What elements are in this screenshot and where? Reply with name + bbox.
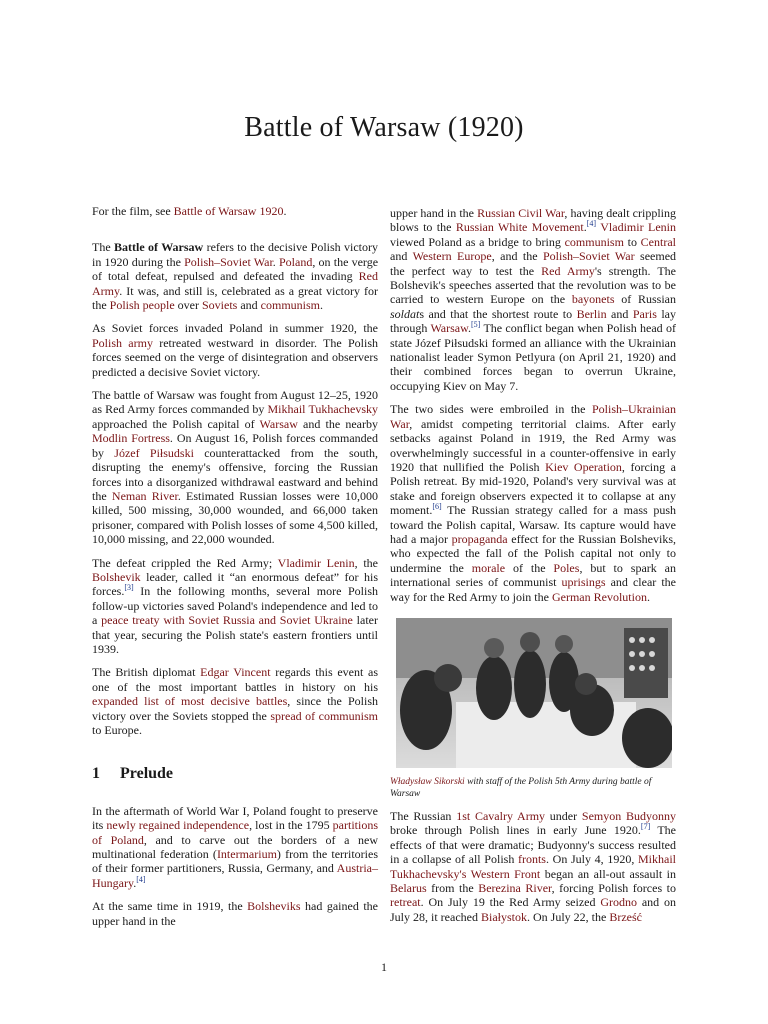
paragraph-battle xyxy=(92,388,378,546)
link-mikhail-tukhachevsky[interactable]: Mikhail Tukhachevsky xyxy=(267,402,379,417)
text: of the xyxy=(505,560,554,575)
reference-4[interactable]: [4] xyxy=(586,219,597,229)
text: , and the xyxy=(491,249,543,264)
text: of Russian xyxy=(614,292,676,307)
link-morale[interactable]: morale xyxy=(471,560,506,575)
reference-7[interactable]: [7] xyxy=(640,822,651,832)
link-1st-cavalry-army[interactable]: 1st Cavalry Army xyxy=(456,808,546,823)
text: and xyxy=(606,306,633,321)
caption-text: with staff of the Polish 5th Army during battle of Warsaw xyxy=(390,776,652,799)
text: . xyxy=(272,254,279,269)
link-western-front[interactable]: Western Front xyxy=(470,866,541,881)
text: . xyxy=(468,321,472,336)
text: had gained the upper hand in the xyxy=(92,899,378,928)
bold-term: Battle of Warsaw xyxy=(114,240,204,255)
link-vladimir-lenin[interactable]: Vladimir Lenin xyxy=(277,555,355,570)
text: The effects of that were dramatic; Budyonny's success resulted in a collapse of all Polish xyxy=(390,823,676,867)
text: to xyxy=(623,234,641,249)
text: ) from the territories of their former partitioners, Russia, Germany, and xyxy=(92,847,379,876)
paragraph-diplomat xyxy=(92,665,378,737)
text: and xyxy=(390,249,413,264)
text: , forcing a Polish retreat. By mid-1920, Poland's very survival was at stake and foreign observers expected it to collapse at any moment. xyxy=(390,459,676,518)
text: . Estimated Russian losses were 10,000 killed, 500 missing, 30,000 wounded, and 66,000 taken prisoner, compared with Polish losses of some 4,500 killed, 10,000 missing, and 22,000 wounded. xyxy=(92,488,378,547)
link-bayonets[interactable]: bayonets xyxy=(571,292,615,307)
text: , forcing Polish forces to xyxy=(551,881,676,895)
link-polish-army[interactable]: Polish army xyxy=(92,335,153,350)
text: and clear the way for the Red Army to join the xyxy=(390,575,677,604)
link-berezina-river[interactable]: Berezina River xyxy=(478,881,552,895)
text: , amidst competing territorial claims. After early setbacks against Poland in 1919, the Red Army was overwhelmingly successful in a counter-offensive in early 1920 that nullified the Polish xyxy=(390,416,676,474)
photo-sikorski-staff[interactable] xyxy=(396,618,672,768)
link-german-revolution[interactable]: German Revolution xyxy=(551,589,647,604)
text: . On July 22, the xyxy=(527,909,610,924)
link-peace-treaty[interactable]: peace treaty with Soviet Russia and Soviet Ukraine xyxy=(101,613,353,628)
text: effect for the Russian Bolsheviks, who expected the fall of the Polish capital not only to undermine the xyxy=(390,531,676,575)
link-belarus[interactable]: Belarus xyxy=(390,881,427,895)
text: counterattacked from the south, disrupting the enemy's offensive, forcing the Russian forces into a disorganized withdrawal eastward and behind the xyxy=(92,445,379,503)
paragraph-soviet-invasion xyxy=(92,321,378,379)
text: At the same time in 1919, the xyxy=(92,899,248,914)
link-grodno[interactable]: Grodno xyxy=(600,895,637,910)
paragraph-same-time-start xyxy=(92,899,378,928)
text: approached the Polish capital of xyxy=(92,416,260,431)
text: retreated westward in disorder. The Polish forces seemed on the verge of disintegration and observers predicted a decisive Soviet victory. xyxy=(92,335,378,379)
link-partitions-of-poland[interactable]: partitions of Poland xyxy=(92,818,378,847)
text: viewed Poland as a bridge to bring xyxy=(390,234,565,249)
text: refers to the decisive Polish victory in 1920 during the xyxy=(92,240,379,269)
link-decisive-battles[interactable]: expanded list of most decisive battles xyxy=(92,694,288,709)
link-poles[interactable]: Poles xyxy=(553,560,580,575)
link-bialystok[interactable]: Białystok xyxy=(480,909,527,924)
text: , lost in the 1795 xyxy=(249,818,333,833)
photo-illustration xyxy=(396,618,672,768)
link-fronts[interactable]: fronts xyxy=(517,852,546,867)
text: , since the Polish victory over the Soviets stopped the xyxy=(92,694,379,723)
section-heading-prelude xyxy=(92,767,378,781)
intro-paragraph xyxy=(92,240,378,312)
hatnote-link[interactable]: Battle of Warsaw 1920 xyxy=(173,204,284,218)
link-warsaw[interactable]: Warsaw xyxy=(259,416,298,431)
text: . xyxy=(646,589,650,604)
link-jozef-pilsudski[interactable]: Józef Piłsudski xyxy=(114,445,194,460)
text: The xyxy=(92,240,115,255)
link-modlin-fortress[interactable]: Modlin Fortress xyxy=(92,431,170,446)
text: . xyxy=(320,298,324,313)
link-berlin[interactable]: Berlin xyxy=(576,306,607,321)
text: . It was, and still is, celebrated as a great victory for the xyxy=(92,283,378,313)
link-intermarium[interactable]: Intermarium xyxy=(216,847,277,862)
text: , but to spark an international series of communist xyxy=(390,560,676,590)
text: In the aftermath of World War I, Poland fought to preserve its xyxy=(92,803,378,833)
link-vladimir-lenin[interactable]: Vladimir Lenin xyxy=(600,220,676,235)
paragraph-aftermath xyxy=(92,804,378,890)
text: and the nearby xyxy=(297,416,378,431)
text: . On July 19 the Red Army seized xyxy=(420,895,601,910)
link-soviets[interactable]: Soviets xyxy=(202,298,238,313)
link-semyon-budyonny[interactable]: Semyon Budyonny xyxy=(581,808,677,823)
text: , the xyxy=(354,555,378,570)
link-propaganda[interactable]: propaganda xyxy=(451,531,508,546)
text: The two sides were embroiled in the xyxy=(390,402,592,417)
article-title: Battle of Warsaw (1920) xyxy=(244,112,524,143)
link-russian-white-movement[interactable]: Russian White Movement xyxy=(455,220,584,235)
text: lay through xyxy=(390,306,676,336)
link-poland[interactable]: Poland xyxy=(279,254,313,269)
link-red-army[interactable]: Red Army xyxy=(541,263,595,278)
page-number: 1 xyxy=(381,960,387,974)
link-edgar-vincent[interactable]: Edgar Vincent xyxy=(200,665,271,680)
paragraph-same-time-cont xyxy=(390,206,676,393)
text: to Europe. xyxy=(92,723,142,737)
link-retreat[interactable]: retreat xyxy=(390,895,421,910)
text: and on July 28, it reached xyxy=(390,895,677,924)
text: As Soviet forces invaded Poland in summer 1920, the xyxy=(92,321,378,336)
link-spread-of-communism[interactable]: spread of communism xyxy=(270,708,378,723)
link-paris[interactable]: Paris xyxy=(632,306,657,321)
text: seemed the perfect way to test the xyxy=(390,249,677,278)
hatnote xyxy=(92,204,378,218)
reference-3[interactable]: [3] xyxy=(124,583,134,593)
text: began an all-out assault in xyxy=(540,866,676,881)
link-uprisings[interactable]: uprisings xyxy=(561,575,606,590)
text: The Russian strategy called for a mass push toward the Polish capital, Warsaw. Its capture would have had a major xyxy=(390,503,676,546)
text: The defeat crippled the Red Army; xyxy=(92,555,278,570)
link-neman-river[interactable]: Neman River xyxy=(111,488,178,503)
link-western-europe[interactable]: Western Europe xyxy=(412,249,492,264)
link-brzesc[interactable]: Brześć xyxy=(609,909,642,924)
text: In the following months, several more Polish follow-up victories saved Poland's independence and led to a xyxy=(92,584,378,628)
link-polish-soviet-war[interactable]: Polish–Soviet War xyxy=(184,254,273,269)
text: . xyxy=(133,875,137,890)
link-polish-soviet-war[interactable]: Polish–Soviet War xyxy=(543,249,635,264)
text: over xyxy=(174,298,202,313)
text: , and to carve out the borders of a new multinational federation ( xyxy=(92,832,378,862)
reference-6[interactable]: [6] xyxy=(432,502,442,512)
link-kiev-operation[interactable]: Kiev Operation xyxy=(545,459,622,474)
link-regained-independence[interactable]: newly regained independence xyxy=(106,818,250,833)
text: . xyxy=(583,220,587,235)
reference-4[interactable]: [4] xyxy=(136,874,146,884)
link-austria-hungary[interactable]: Austria–Hungary xyxy=(92,861,378,890)
link-polish-ukrainian-war[interactable]: Polish–Ukrainian War xyxy=(390,402,676,431)
link-wladyslaw-sikorski[interactable]: Władysław Sikorski xyxy=(390,776,465,787)
paragraph-cavalry xyxy=(390,809,676,924)
text: upper hand in the xyxy=(390,206,478,220)
link-communism[interactable]: communism xyxy=(564,234,624,249)
hatnote-text: For the film, see xyxy=(92,204,174,218)
text: The conflict began when Polish head of state Józef Piłsudski formed an alliance with the Ukrainian nationalist leader Symon Petlyura (on April 21, 1920) and their combined forces began to overrun Ukraine, occupying Kiev on May 7. xyxy=(390,321,676,393)
link-central-europe[interactable]: Central xyxy=(640,234,676,249)
text: The British diplomat xyxy=(92,665,201,680)
paragraph-two-sides xyxy=(390,402,676,604)
text: , having dealt crippling blows to the xyxy=(390,206,676,235)
text: and xyxy=(237,298,261,313)
link-russian-civil-war[interactable]: Russian Civil War xyxy=(477,206,565,220)
link-bolshevik[interactable]: Bolshevik xyxy=(92,569,141,584)
photo-caption xyxy=(390,776,676,800)
text: from the xyxy=(426,881,479,895)
text: 's strength. The Bolshevik's speeches asserted that the revolution was to be carried to western Europe on the xyxy=(390,263,676,307)
text: regards this event as one of the most important battles in history on his xyxy=(92,665,379,694)
link-communism[interactable]: communism xyxy=(260,298,321,313)
link-bolsheviks[interactable]: Bolsheviks xyxy=(247,899,301,914)
text: broke through Polish lines in early June 1920. xyxy=(390,823,641,838)
text: The Russian xyxy=(390,808,457,823)
text: later that year, securing the Polish state's eastern frontiers until 1939. xyxy=(92,613,378,656)
left-column xyxy=(92,204,378,937)
right-column xyxy=(390,206,676,933)
text: , on the verge of total defeat, repulsed and defeated the invading xyxy=(92,254,379,284)
paragraph-defeat xyxy=(92,556,378,657)
hatnote-suffix: . xyxy=(283,204,287,218)
text: s and that the shortest route to xyxy=(419,306,577,321)
reference-5[interactable]: [5] xyxy=(471,320,481,330)
section-title: Prelude xyxy=(120,765,174,783)
link-warsaw[interactable]: Warsaw xyxy=(430,321,469,336)
text: . On July 4, 1920, xyxy=(545,852,638,867)
link-tukhachevsky[interactable]: Mikhail Tukhachevsky's xyxy=(390,852,676,881)
section-number: 1 xyxy=(92,765,100,783)
text: leader, called it “an enormous defeat” for his forces. xyxy=(92,569,378,599)
link-red-army[interactable]: Red Army xyxy=(92,269,378,298)
text: The battle of Warsaw was fought from August 12–25, 1920 as Red Army forces commanded by xyxy=(92,388,378,417)
link-polish-people[interactable]: Polish people xyxy=(109,298,175,313)
italic-term: soldat xyxy=(390,306,420,321)
text: under xyxy=(545,808,582,823)
text: . On August 16, Polish forces commanded by xyxy=(92,431,378,460)
